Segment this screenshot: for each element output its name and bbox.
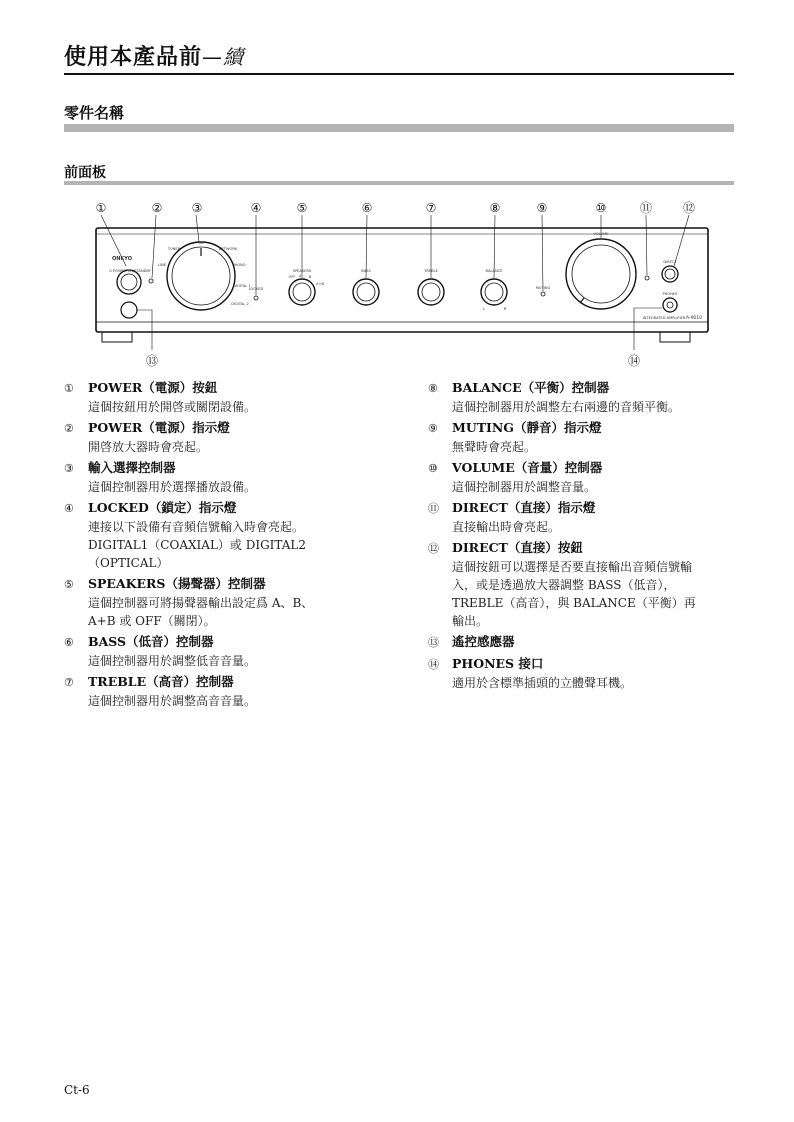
front-panel-diagram <box>64 190 734 370</box>
part-item-title: SPEAKERS（揚聲器）控制器 <box>88 576 266 591</box>
label-ab: A+B <box>316 282 324 286</box>
part-item-heading <box>64 672 364 692</box>
description-column-right <box>428 378 734 694</box>
part-item-number: ② <box>64 422 74 435</box>
callout-14: ⑭ <box>627 354 641 368</box>
part-item-description: 入，或是透過放大器調整 BASS（低音）， <box>452 578 676 592</box>
part-item-title: VOLUME（音量）控制器 <box>452 460 603 475</box>
description-column-left <box>64 378 364 712</box>
part-item-description: A+B 或 OFF（關閉）。 <box>88 614 216 628</box>
callout-7: ⑦ <box>425 201 437 215</box>
part-item-title: BALANCE（平衡）控制器 <box>452 380 610 395</box>
part-item-title: 輸入選擇控制器 <box>88 460 176 475</box>
part-item-heading <box>428 538 734 558</box>
part-item-description: 這個按鈕用於開啓或關閉設備。 <box>88 400 257 414</box>
label-digital1: DIGITAL 1 <box>233 284 251 288</box>
subsection-title: 前面板 <box>64 165 106 181</box>
part-item <box>428 418 734 456</box>
part-item-heading <box>428 654 734 674</box>
part-item-description: 輸出。 <box>452 614 489 628</box>
label-model: A-9010 <box>685 316 703 321</box>
label-balance: BALANCE <box>485 269 503 273</box>
part-item-number: ⑪ <box>428 502 439 515</box>
section-bar <box>64 124 734 132</box>
part-item-description: 這個按鈕可以選擇是否要直接輸出音頻信號輸 <box>452 560 693 574</box>
label-a: A <box>298 274 302 278</box>
part-item-heading <box>64 574 364 594</box>
part-item-description: 無聲時會亮起。 <box>452 440 537 454</box>
part-item <box>64 632 364 670</box>
label-model-text: INTEGRATED AMPLIFIER <box>642 316 686 320</box>
callout-8: ⑧ <box>489 201 501 215</box>
part-item-number: ⑤ <box>64 578 74 591</box>
part-item-title: DIRECT（直接）指示燈 <box>452 500 596 515</box>
part-item-description: 這個控制器用於調整高音音量。 <box>88 694 257 708</box>
power-button-label: ⏻ POWER ON/STANDBY <box>109 269 151 273</box>
part-item-description: 直接輸出時會亮起。 <box>452 520 561 534</box>
part-item-description: 這個控制器用於調整左右兩邊的音頻平衡。 <box>452 400 681 414</box>
label-digital2: DIGITAL 2 <box>231 302 249 306</box>
part-item-description: DIGITAL1（COAXIAL）或 DIGITAL2 <box>88 538 307 552</box>
part-item-description: TREBLE（高音），與 BALANCE（平衡）再 <box>452 596 696 610</box>
label-line: LINE <box>157 263 167 267</box>
part-item-title: DIRECT（直接）按鈕 <box>452 540 583 555</box>
part-item-heading <box>428 418 734 438</box>
part-item-number: ⑬ <box>428 636 439 649</box>
part-item-title: TREBLE（高音）控制器 <box>88 674 234 689</box>
part-item <box>64 672 364 710</box>
page-title-text: 使用本產品前 <box>64 45 203 70</box>
part-item <box>64 418 364 456</box>
part-item-title: LOCKED（鎖定）指示燈 <box>88 500 237 515</box>
phones-jack-shape <box>663 298 677 312</box>
label-r: R <box>503 307 507 311</box>
label-locked: LOCKED <box>248 287 264 291</box>
callout-12: ⑫ <box>682 201 696 215</box>
part-item <box>428 632 734 652</box>
label-bass: BASS <box>361 269 371 273</box>
page-title <box>64 40 244 71</box>
part-item-number: ⑥ <box>64 636 74 649</box>
part-item-title: POWER（電源）指示燈 <box>88 420 230 435</box>
part-item-title: 遙控感應器 <box>452 634 515 649</box>
callout-5: ⑤ <box>296 201 308 215</box>
label-network: NETWORK <box>218 247 238 251</box>
amplifier-body <box>96 228 708 332</box>
page-title-continued: —續 <box>202 45 245 69</box>
part-item-description: 開啓放大器時會亮起。 <box>88 440 209 454</box>
foot-right <box>660 332 690 342</box>
part-item-heading <box>428 458 734 478</box>
part-item-description: 這個控制器用於調整音量。 <box>452 480 597 494</box>
label-volume: VOLUME <box>593 232 609 236</box>
part-item-description: （OPTICAL） <box>88 556 169 570</box>
label-treble: TREBLE <box>424 269 438 273</box>
label-direct: DIRECT <box>663 260 677 264</box>
subsection-bar <box>64 181 734 185</box>
part-item <box>428 538 734 630</box>
part-item <box>64 378 364 416</box>
part-item-number: ⑧ <box>428 382 438 395</box>
callout-10: ⑩ <box>595 201 607 215</box>
part-item-heading <box>64 498 364 518</box>
callout-9: ⑨ <box>536 201 548 215</box>
part-item-heading <box>428 498 734 518</box>
part-item-description: 連接以下設備有音頻信號輸入時會亮起。 <box>88 520 305 534</box>
part-item <box>64 498 364 572</box>
foot-left <box>102 332 132 342</box>
label-phones: PHONES <box>662 292 678 296</box>
callout-13: ⑬ <box>145 354 159 368</box>
part-item-heading <box>64 378 364 398</box>
part-item-heading <box>64 632 364 652</box>
label-l: L <box>482 307 486 311</box>
part-item-description: 這個控制器用於調整低音音量。 <box>88 654 257 668</box>
label-b: B <box>308 275 312 279</box>
part-item <box>428 654 734 692</box>
brand-logo: ONKYO <box>111 256 133 262</box>
page-number: Ct-6 <box>64 1083 90 1097</box>
part-item-number: ③ <box>64 462 74 475</box>
part-item-title: POWER（電源）按鈕 <box>88 380 218 395</box>
callout-11: ⑪ <box>639 201 653 215</box>
title-rule <box>64 73 734 75</box>
part-item-heading <box>64 418 364 438</box>
callout-4: ④ <box>250 201 262 215</box>
part-item-title: PHONES 接口 <box>452 656 544 671</box>
label-muting: MUTING <box>535 286 551 290</box>
part-item-number: ④ <box>64 502 74 515</box>
label-speakers: SPEAKERS <box>292 269 312 273</box>
part-item <box>64 458 364 496</box>
part-item <box>428 498 734 536</box>
part-item-number: ⑫ <box>428 542 439 555</box>
part-item-number: ⑨ <box>428 422 438 435</box>
part-item-heading <box>64 458 364 478</box>
callout-1: ① <box>95 201 107 215</box>
part-item-description: 適用於含標準插頭的立體聲耳機。 <box>452 676 633 690</box>
direct-button-shape <box>662 266 678 282</box>
callout-3: ③ <box>191 201 203 215</box>
label-tuner: TUNER <box>167 247 181 251</box>
callout-2: ② <box>151 201 163 215</box>
part-item <box>428 378 734 416</box>
part-item <box>64 574 364 630</box>
part-item-description: 這個控制器可將揚聲器輸出設定爲 A、B、 <box>88 596 314 610</box>
remote-sensor-shape <box>121 302 137 318</box>
section-title: 零件名稱 <box>64 104 125 122</box>
part-item-title: BASS（低音）控制器 <box>88 634 214 649</box>
callout-6: ⑥ <box>361 201 373 215</box>
label-phono: PHONO <box>232 263 246 267</box>
part-item-number: ⑩ <box>428 462 438 475</box>
part-item-number: ① <box>64 382 74 395</box>
part-item <box>428 458 734 496</box>
label-off: OFF <box>288 275 296 279</box>
part-item-heading <box>428 378 734 398</box>
part-item-title: MUTING（靜音）指示燈 <box>452 420 602 435</box>
part-item-number: ⑦ <box>64 676 74 689</box>
part-item-number: ⑭ <box>428 658 439 671</box>
part-item-description: 這個控制器用於選擇播放設備。 <box>88 480 257 494</box>
label-cd: CD <box>198 241 204 245</box>
part-item-heading <box>428 632 734 652</box>
volume-knob-shape <box>566 239 636 309</box>
